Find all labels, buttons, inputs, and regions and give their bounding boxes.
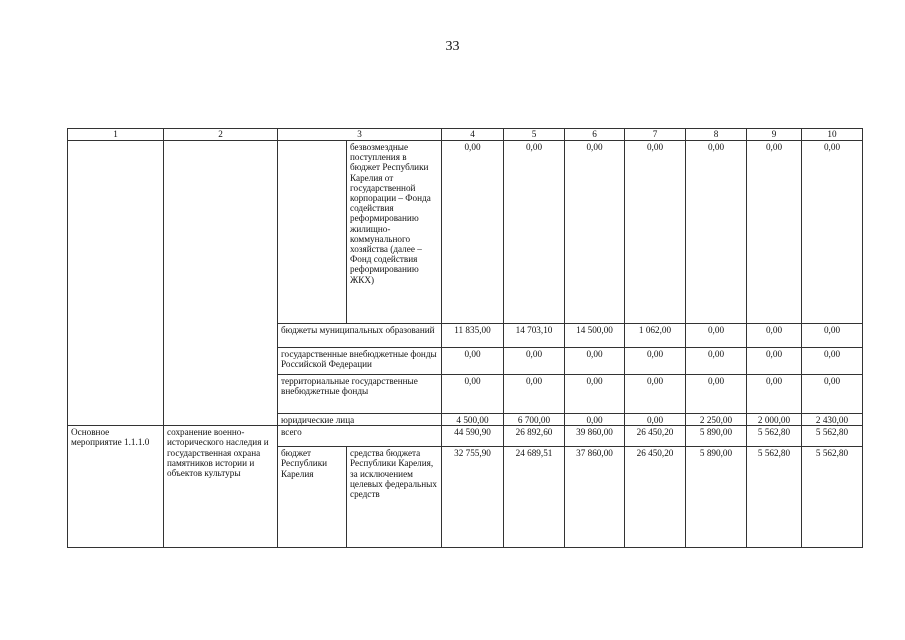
budget-table [67,128,863,548]
value-cell: 4 500,00 [442,414,504,426]
value-cell: 24 689,51 [504,447,565,548]
value-cell: 0,00 [565,348,625,375]
value-cell: 0,00 [747,324,802,348]
value-cell: 0,00 [625,414,686,426]
measure-description-cell: сохранение военно-исторического наследия и государственная охрана памятников истории и объектов культуры [164,426,278,548]
value-cell: 11 835,00 [442,324,504,348]
table-row [68,426,863,447]
header-row [68,129,863,141]
value-cell: 26 450,20 [625,447,686,548]
value-cell: 0,00 [442,348,504,375]
value-cell: 2 250,00 [686,414,747,426]
value-cell: 2 000,00 [747,414,802,426]
header-cell: 4 [442,129,504,141]
value-cell: 44 590,90 [442,426,504,447]
header-cell: 5 [504,129,565,141]
value-cell: 0,00 [625,141,686,324]
funding-source-cell: территориальные государственные внебюджетные фонды [278,375,442,414]
value-cell: 0,00 [565,414,625,426]
value-cell: 0,00 [686,348,747,375]
value-cell: 0,00 [504,375,565,414]
header-cell: 3 [278,129,442,141]
value-cell: 14 703,10 [504,324,565,348]
value-cell: 0,00 [802,375,863,414]
value-cell: 37 860,00 [565,447,625,548]
header-cell: 6 [565,129,625,141]
value-cell: 5 562,80 [802,447,863,548]
value-cell: 0,00 [625,375,686,414]
value-cell: 0,00 [442,375,504,414]
header-cell: 1 [68,129,164,141]
funding-source-cell: безвозмездные поступления в бюджет Республики Карелия от государственной корпорации – Фонда содействия реформированию жилищно-коммунального хозяйства (далее – Фонд содействия реформированию ЖКХ) [347,141,442,324]
value-cell: 0,00 [747,375,802,414]
value-cell: 39 860,00 [565,426,625,447]
value-cell: 0,00 [442,141,504,324]
table-cell-empty [68,141,164,426]
value-cell: 0,00 [565,141,625,324]
value-cell: 0,00 [686,141,747,324]
value-cell: 5 890,00 [686,447,747,548]
value-cell: 0,00 [802,141,863,324]
value-cell: 0,00 [747,141,802,324]
value-cell: 32 755,90 [442,447,504,548]
value-cell: 6 700,00 [504,414,565,426]
funding-source-cell: государственные внебюджетные фонды Российской Федерации [278,348,442,375]
table-row [68,141,863,324]
value-cell: 1 062,00 [625,324,686,348]
value-cell: 2 430,00 [802,414,863,426]
header-cell: 7 [625,129,686,141]
funding-source-cell: юридические лица [278,414,442,426]
funding-source-cell: всего [278,426,442,447]
value-cell: 5 890,00 [686,426,747,447]
value-cell: 0,00 [686,375,747,414]
measure-name-cell: Основное мероприятие 1.1.1.0 [68,426,164,548]
value-cell: 5 562,80 [747,426,802,447]
page-number: 33 [445,39,460,54]
header-cell: 8 [686,129,747,141]
value-cell: 0,00 [802,348,863,375]
value-cell: 0,00 [625,348,686,375]
value-cell: 0,00 [747,348,802,375]
header-cell: 10 [802,129,863,141]
funding-source-cell: бюджет Республики Карелия [278,447,347,548]
table-cell-empty [278,141,347,324]
value-cell: 5 562,80 [802,426,863,447]
value-cell: 0,00 [504,141,565,324]
value-cell: 0,00 [802,324,863,348]
value-cell: 26 892,60 [504,426,565,447]
funding-source-cell: бюджеты муниципальных образований [278,324,442,348]
value-cell: 0,00 [686,324,747,348]
value-cell: 26 450,20 [625,426,686,447]
value-cell: 0,00 [565,375,625,414]
funding-subsource-cell: средства бюджета Республики Карелия, за исключением целевых федеральных средств [347,447,442,548]
value-cell: 5 562,80 [747,447,802,548]
header-cell: 2 [164,129,278,141]
value-cell: 14 500,00 [565,324,625,348]
value-cell: 0,00 [504,348,565,375]
table-cell-empty [164,141,278,426]
header-cell: 9 [747,129,802,141]
